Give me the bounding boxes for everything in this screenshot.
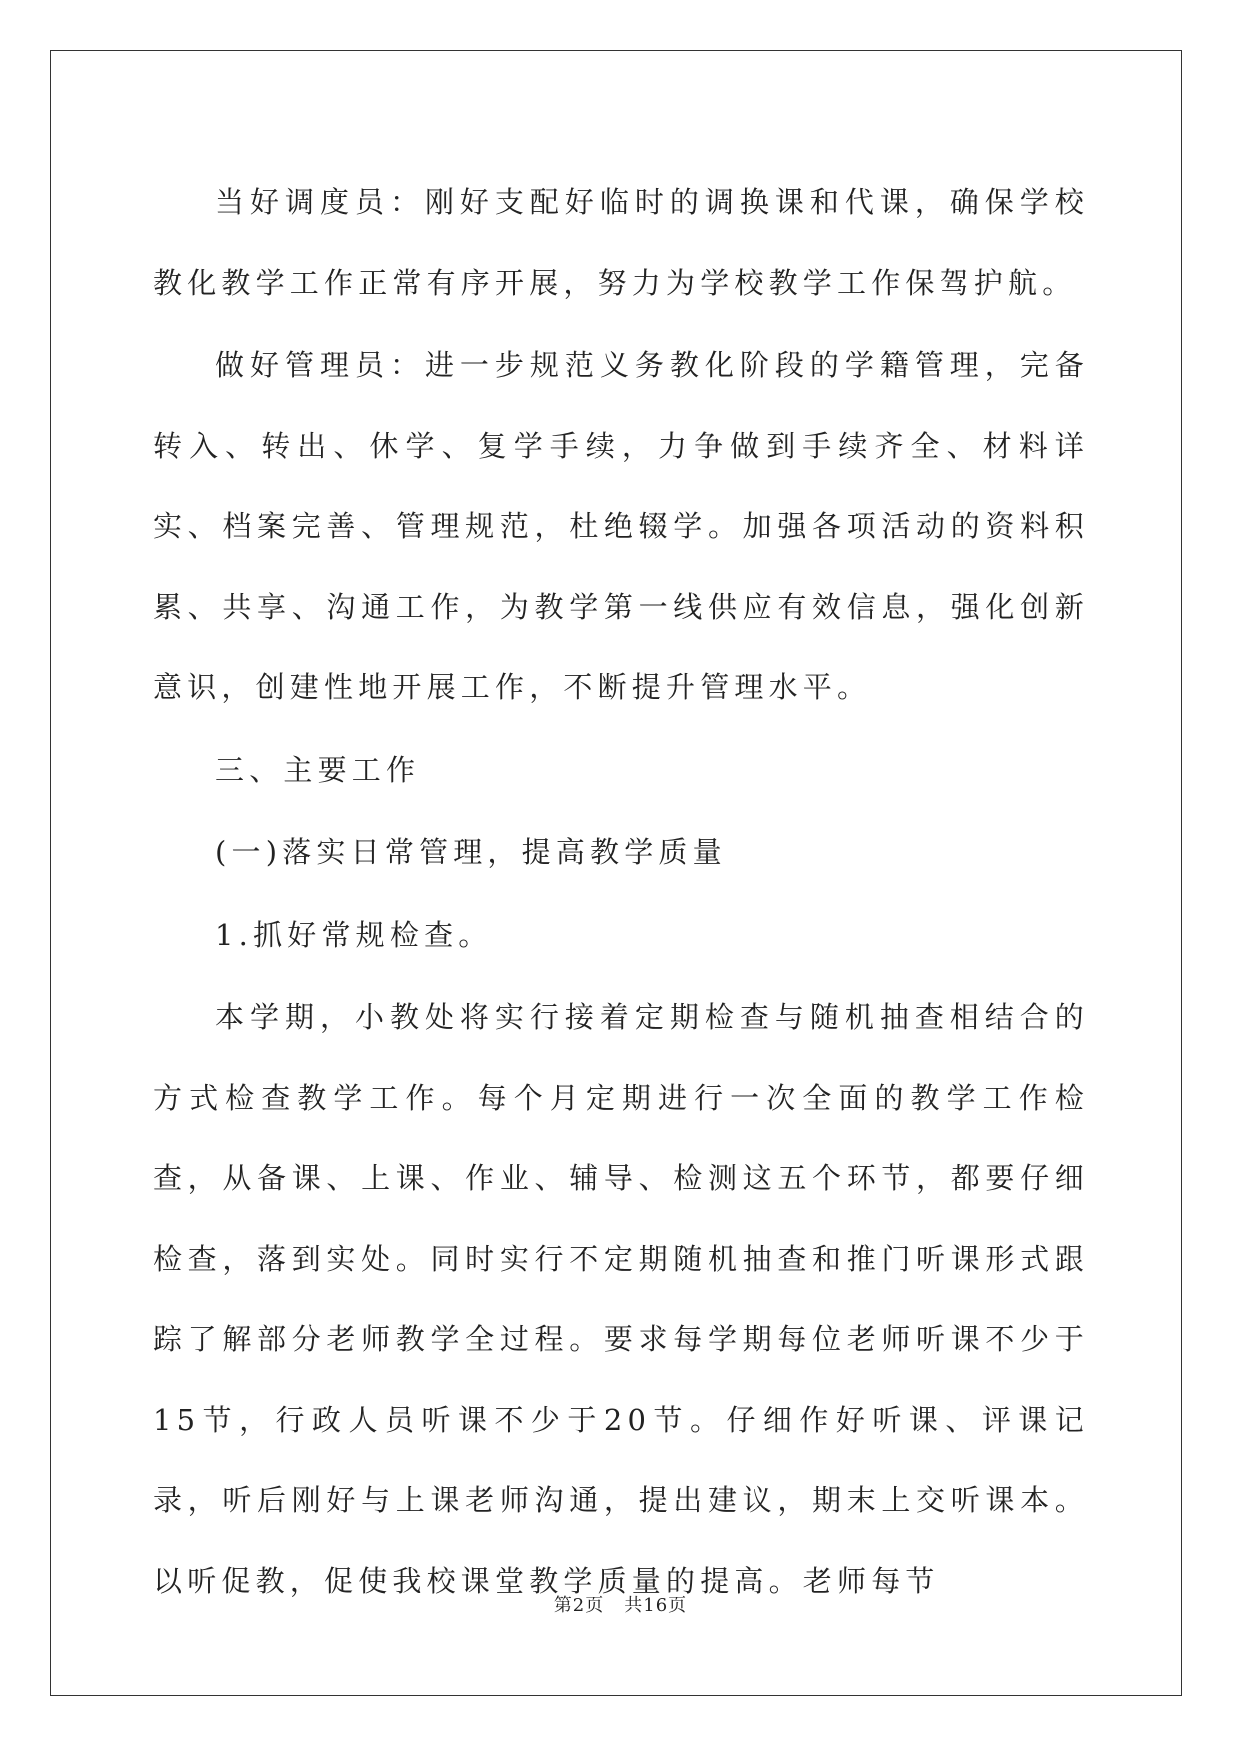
paragraph-semester-inspection: 本学期，小教处将实行接着定期检查与随机抽查相结合的方式检查教学工作。每个月定期进行一次全面的教学工作检查，从备课、上课、作业、辅导、检测这五个环节，都要仔细检查，落到实处。同时实行不定期随机抽查和推门听课形式跟踪了解部分老师教学全过程。要求每学期每位老师听课不少于15节，行政人员听课不少于20节。仔细作好听课、评课记录，听后刚好与上课老师沟通，提出建议，期末上交听课本。以听促教，促使我校课堂教学质量的提高。老师每节 (153, 1000, 1089, 1598)
subsection-heading-daily-management: (一)落实日常管理，提高教学质量 (215, 835, 727, 869)
paragraph-dispatcher: 当好调度员：刚好支配好临时的调换课和代课，确保学校教化教学工作正常有序开展，努力为学校教学工作保驾护航。 (153, 185, 1089, 300)
section-heading-main-work: 三、主要工作 (215, 752, 421, 787)
paragraph-administrator: 做好管理员：进一步规范义务教化阶段的学籍管理，完备转入、转出、休学、复学手续，力争做到手续齐全、材料详实、档案完善、管理规范，杜绝辍学。加强各项活动的资料积累、共享、沟通工作，为教学第一线供应有效信息，强化创新意识，创建性地开展工作，不断提升管理水平。 (153, 348, 1089, 704)
page-number: 第2页 (553, 1595, 605, 1616)
item-heading-routine-check: 1.抓好常规检查。 (215, 917, 493, 952)
document-body (153, 162, 1089, 1623)
page-total: 共16页 (624, 1595, 688, 1616)
page-footer (0, 1591, 1241, 1617)
